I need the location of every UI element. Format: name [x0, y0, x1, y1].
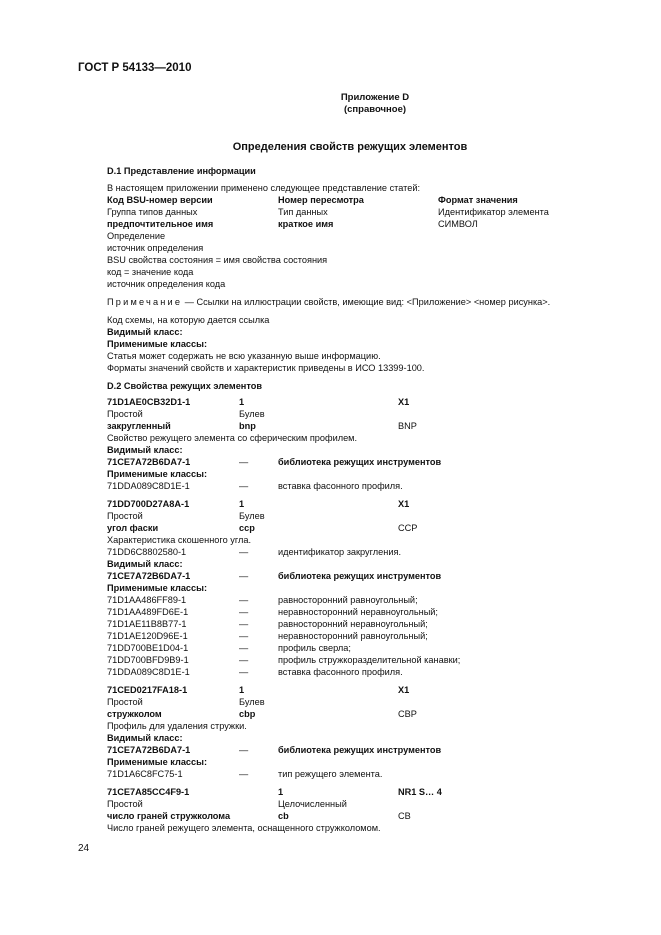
dash: — — [239, 571, 249, 581]
applicable-class-name: профиль стружкоразделительной канавки; — [278, 655, 461, 665]
legend-format: Формат значения — [438, 195, 518, 205]
note-label: Примечание — [107, 297, 183, 307]
legend-line: BSU свойства состояния = имя свойства состояния — [107, 255, 328, 265]
legend-revision: Номер пересмотра — [278, 195, 364, 205]
section-d1-heading: D.1 Представление информации — [107, 166, 256, 176]
page-number: 24 — [78, 843, 90, 854]
dash: — — [239, 655, 249, 665]
applicable-class-code: 71D1AE120D96E-1 — [107, 631, 188, 641]
entry-revision: 1 — [239, 685, 245, 695]
entry-symbol: CB — [398, 811, 411, 821]
legend-code: Код BSU-номер версии — [107, 195, 213, 205]
applicable-class-name: тип режущего элемента. — [278, 769, 383, 779]
entry-format: X1 — [398, 685, 410, 695]
legend-preferred-name: предпочтительное имя — [107, 219, 214, 229]
note — [107, 297, 550, 309]
applicable-class-name: вставка фасонного профиля. — [278, 667, 403, 677]
applicable-class-code: 71DDA089C8D1E-1 — [107, 667, 190, 677]
applicable-classes-label: Применимые классы: — [107, 469, 208, 479]
entry-short-name: bnp — [239, 421, 256, 431]
entry-datatype: Булев — [239, 409, 265, 419]
applicable-classes-label: Применимые классы: — [107, 339, 208, 349]
dash: — — [239, 643, 249, 653]
applicable-class-code: 71DD700BE1D04-1 — [107, 643, 189, 653]
entry-short-name: cb — [278, 811, 289, 821]
visible-class-code: 71CE7A72B6DA7-1 — [107, 457, 191, 467]
entry-name: угол фаски — [107, 523, 159, 533]
entry-group: Простой — [107, 511, 143, 521]
entry-definition: Свойство режущего элемента со сферическим профилем. — [107, 433, 358, 443]
tail-text: Форматы значений свойств и характеристик приведены в ИСО 13399-100. — [107, 363, 425, 373]
document-title: Определения свойств режущих элементов — [232, 141, 468, 153]
entry-symbol: CCP — [398, 523, 418, 533]
applicable-class-code: 71D1AA489FD6E-1 — [107, 607, 189, 617]
entry-name: число граней стружколома — [107, 811, 231, 821]
standard-code: ГОСТ Р 54133—2010 — [78, 62, 192, 74]
applicable-class-name: профиль сверла; — [278, 643, 351, 653]
applicable-class-code: 71D1AE11B8B77-1 — [107, 619, 187, 629]
entry-code: 71CE7A85CC4F9-1 — [107, 787, 190, 797]
entry-revision: 1 — [239, 499, 245, 509]
entry-name: стружколом — [107, 709, 162, 719]
entry-group: Простой — [107, 409, 143, 419]
legend-line: код = значение кода — [107, 267, 194, 277]
entry-format: X1 — [398, 397, 410, 407]
dash: — — [239, 547, 249, 557]
legend-symbol: СИМВОЛ — [438, 219, 478, 229]
applicable-classes-label: Применимые классы: — [107, 583, 208, 593]
entry-format: X1 — [398, 499, 410, 509]
reference-code: 71DD6C8802580-1 — [107, 547, 187, 557]
visible-class-name: библиотека режущих инструментов — [278, 745, 442, 755]
entry-definition: Профиль для удаления стружки. — [107, 721, 247, 731]
entry-group: Простой — [107, 697, 143, 707]
entry-short-name: ccp — [239, 523, 255, 533]
legend-short-name: краткое имя — [278, 219, 334, 229]
entry-symbol: BNP — [398, 421, 417, 431]
reference-name: идентификатор закругления. — [278, 547, 402, 557]
dash: — — [239, 595, 249, 605]
applicable-class-name: неравносторонний неравноугольный; — [278, 607, 438, 617]
visible-class-name: библиотека режущих инструментов — [278, 457, 442, 467]
dash: — — [239, 631, 249, 641]
visible-class-code: 71CE7A72B6DA7-1 — [107, 745, 191, 755]
intro-text: В настоящем приложении применено следующее представление статей: — [107, 183, 421, 193]
applicable-class-name: вставка фасонного профиля. — [278, 481, 403, 491]
applicable-class-code: 71D1A6C8FC75-1 — [107, 769, 183, 779]
dash: — — [239, 619, 249, 629]
dash: — — [239, 481, 249, 491]
tail-text: Статья может содержать не всю указанную выше информацию. — [107, 351, 381, 361]
entry-revision: 1 — [239, 397, 245, 407]
entry-datatype: Булев — [239, 697, 265, 707]
legend-line: источник определения кода — [107, 279, 226, 289]
visible-class-label: Видимый класс: — [107, 445, 183, 455]
entry-group: Простой — [107, 799, 143, 809]
entry-symbol: CBP — [398, 709, 417, 719]
entry-short-name: cbp — [239, 709, 256, 719]
dash: — — [239, 769, 249, 779]
legend-datatype: Тип данных — [278, 207, 328, 217]
dash: — — [239, 745, 249, 755]
appendix-note: (справочное) — [343, 104, 407, 115]
legend-line: источник определения — [107, 243, 204, 253]
entry-format: NR1 S… 4 — [398, 787, 442, 797]
visible-class-label: Видимый класс: — [107, 327, 183, 337]
entry-name: закругленный — [107, 421, 171, 431]
dash: — — [239, 667, 249, 677]
entry-definition: Характеристика скошенного угла. — [107, 535, 251, 545]
entry-revision: 1 — [278, 787, 284, 797]
entry-code: 71D1AE0CB32D1-1 — [107, 397, 191, 407]
section-d2-heading: D.2 Свойства режущих элементов — [107, 381, 262, 391]
legend-group: Группа типов данных — [107, 207, 198, 217]
visible-class-code: 71CE7A72B6DA7-1 — [107, 571, 191, 581]
scheme-text: Код схемы, на которую дается ссылка — [107, 315, 270, 325]
legend-line: Определение — [107, 231, 166, 241]
applicable-class-name: равносторонний неравноугольный; — [278, 619, 428, 629]
dash: — — [239, 457, 249, 467]
visible-class-name: библиотека режущих инструментов — [278, 571, 442, 581]
visible-class-label: Видимый класс: — [107, 733, 183, 743]
applicable-class-code: 71DDA089C8D1E-1 — [107, 481, 190, 491]
entry-code: 71CED0217FA18-1 — [107, 685, 188, 695]
applicable-class-name: равносторонний равноугольный; — [278, 595, 418, 605]
applicable-classes-label: Применимые классы: — [107, 757, 208, 767]
entry-datatype: Целочисленный — [278, 799, 347, 809]
visible-class-label: Видимый класс: — [107, 559, 183, 569]
dash: — — [239, 607, 249, 617]
legend-identifier: Идентификатор элемента — [438, 207, 549, 217]
appendix-title: Приложение D — [340, 92, 410, 103]
applicable-class-code: 71D1AA486FF89-1 — [107, 595, 187, 605]
entry-datatype: Булев — [239, 511, 265, 521]
entry-code: 71DD700D27A8A-1 — [107, 499, 190, 509]
applicable-class-name: неравносторонний равноугольный; — [278, 631, 428, 641]
applicable-class-code: 71DD700BFD9B9-1 — [107, 655, 189, 665]
note-text: — Ссылки на иллюстрации свойств, имеющие вид: <Приложение> <номер рисунка>. — [184, 297, 551, 307]
appendix-heading — [300, 92, 450, 116]
entry-definition: Число граней режущего элемента, оснащенного стружколомом. — [107, 823, 381, 833]
